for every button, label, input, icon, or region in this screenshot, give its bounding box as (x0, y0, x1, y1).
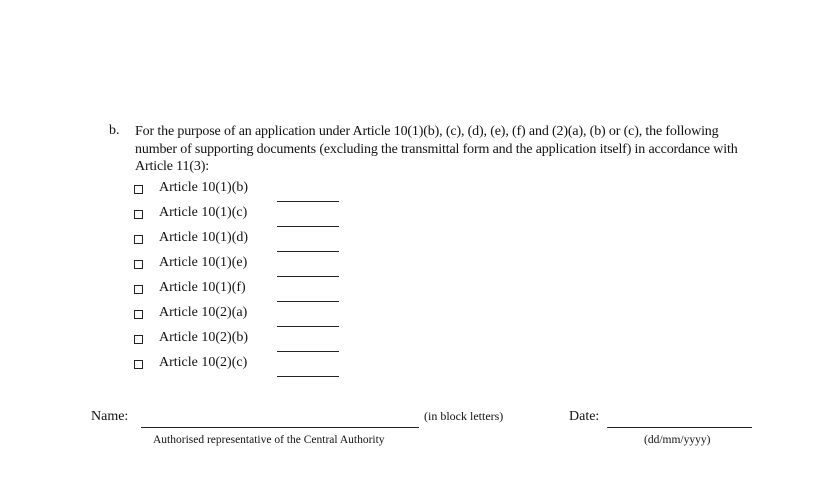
article-label: Article 10(1)(d) (159, 230, 249, 245)
article-label: Article 10(2)(b) (159, 330, 249, 345)
article-option-row (132, 180, 352, 205)
name-hint: (in block letters) (424, 409, 504, 423)
article-checkbox[interactable] (134, 335, 143, 344)
document-count-field[interactable] (277, 376, 339, 377)
article-checkbox[interactable] (134, 235, 143, 244)
section-letter: b. (109, 123, 120, 138)
section-description: For the purpose of an application under Article 10(1)(b), (c), (d), (e), (f) and (2)(a), (b) or (c), the following number of supporting documents (excluding the transmittal form and the application itself) in accordance with Article 11(3): (135, 124, 738, 174)
article-label: Article 10(2)(c) (159, 355, 248, 370)
article-checkbox[interactable] (134, 260, 143, 269)
article-checkbox[interactable] (134, 310, 143, 319)
article-label: Article 10(1)(c) (159, 205, 248, 220)
article-checkbox[interactable] (134, 185, 143, 194)
article-option-row (132, 280, 352, 305)
name-label: Name: (91, 409, 129, 424)
document-count-field[interactable] (277, 301, 339, 302)
date-label: Date: (569, 409, 600, 424)
article-label: Article 10(1)(e) (159, 255, 248, 270)
article-option-row (132, 205, 352, 230)
article-option-row (132, 330, 352, 355)
document-count-field[interactable] (277, 326, 339, 327)
document-count-field[interactable] (277, 201, 339, 202)
article-label: Article 10(1)(f) (159, 280, 246, 295)
article-checkbox[interactable] (134, 360, 143, 369)
date-format-caption: (dd/mm/yyyy) (644, 434, 711, 446)
name-field[interactable] (141, 427, 419, 428)
article-checklist (132, 180, 352, 380)
document-count-field[interactable] (277, 351, 339, 352)
article-checkbox[interactable] (134, 285, 143, 294)
article-checkbox[interactable] (134, 210, 143, 219)
document-count-field[interactable] (277, 251, 339, 252)
article-option-row (132, 355, 352, 380)
date-field[interactable] (607, 427, 752, 428)
article-label: Article 10(2)(a) (159, 305, 248, 320)
document-count-field[interactable] (277, 226, 339, 227)
article-label: Article 10(1)(b) (159, 180, 249, 195)
article-option-row (132, 255, 352, 280)
document-count-field[interactable] (277, 276, 339, 277)
article-option-row (132, 305, 352, 330)
article-option-row (132, 230, 352, 255)
name-caption: Authorised representative of the Central Authority (153, 434, 385, 446)
